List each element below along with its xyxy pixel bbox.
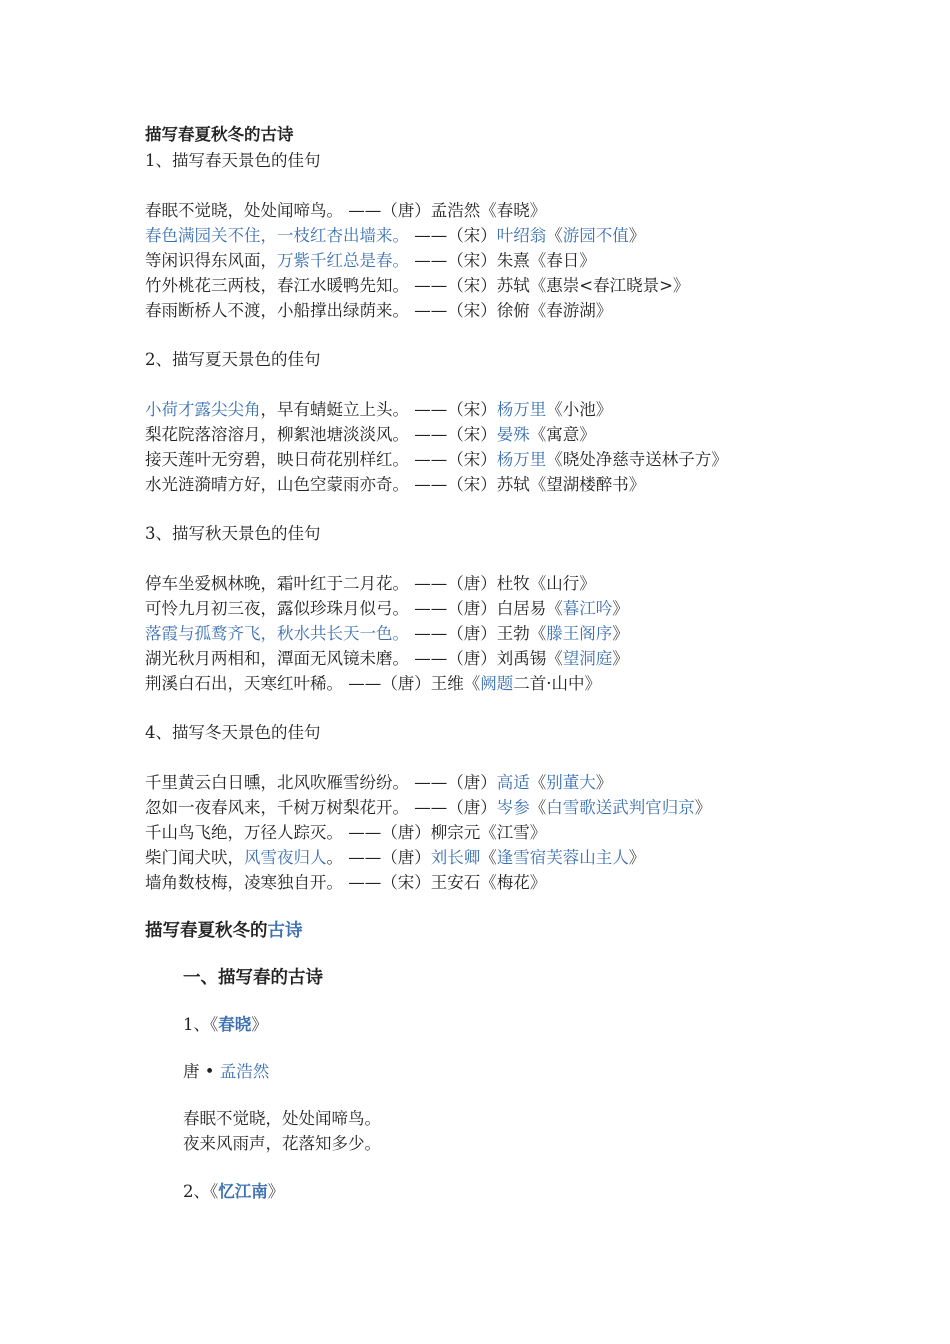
- line-text: 。 ——（唐）: [326, 848, 431, 867]
- hyperlink-text[interactable]: 杨万里: [496, 450, 547, 469]
- line-text: 》: [612, 624, 629, 643]
- poem2-title-link[interactable]: 忆江南: [218, 1182, 268, 1201]
- hyperlink-text[interactable]: 阙题: [480, 674, 514, 693]
- part2-title-text: 描写春夏秋冬的: [145, 921, 268, 941]
- verse-line: [145, 648, 629, 670]
- poem1-dynasty: 唐 •: [183, 1062, 220, 1081]
- section-heading: 1、描写春天景色的佳句: [145, 151, 321, 170]
- line-text: 可怜九月初三夜，露似珍珠月似弓。 ——（唐）白居易《: [145, 599, 563, 618]
- verse-line: [145, 598, 629, 620]
- line-text: 春雨断桥人不渡，小船撑出绿荫来。 ——（宋）徐俯《春游湖》: [145, 301, 613, 320]
- part2-title: [145, 920, 303, 942]
- line-text: 》: [628, 848, 646, 867]
- hyperlink-text[interactable]: 春色满园关不住，一枝红杏出墙来。: [145, 226, 409, 245]
- line-text: ——（唐）王勃《: [409, 624, 547, 643]
- line-text: 》: [628, 226, 646, 245]
- poem1-line: 夜来风雨声，花落知多少。: [183, 1134, 381, 1153]
- line-text: 《: [480, 848, 497, 867]
- hyperlink-text[interactable]: 滕王阁序: [546, 624, 613, 643]
- line-text: 竹外桃花三两枝，春江水暖鸭先知。 ——（宋）苏轼《惠崇<春江晓景>》: [145, 276, 690, 295]
- line-text: 》: [694, 798, 712, 817]
- line-text: 《: [546, 226, 563, 245]
- hyperlink-text[interactable]: 晏殊: [496, 425, 530, 444]
- line-text: 《晓处净慈寺送林子方》: [546, 450, 728, 469]
- line-text: ，早有蜻蜓立上头。 ——（宋）: [260, 400, 497, 419]
- verse-line: [145, 797, 711, 819]
- poem2-number: 2、《: [183, 1182, 219, 1201]
- verse-line: [145, 847, 645, 869]
- poem1-close: 》: [251, 1015, 268, 1034]
- verse-line: [145, 424, 596, 446]
- verse-line: [145, 673, 601, 695]
- hyperlink-text[interactable]: 高适: [496, 773, 530, 792]
- section-heading: 2、描写夏天景色的佳句: [145, 350, 321, 369]
- poem2-heading: [183, 1181, 284, 1203]
- verse-line: [145, 449, 728, 471]
- hyperlink-text[interactable]: 望洞庭: [562, 649, 613, 668]
- verse-line: [145, 225, 645, 247]
- hyperlink-text[interactable]: 岑参: [496, 798, 530, 817]
- verse-line: [145, 250, 596, 272]
- section-heading: 3、描写秋天景色的佳句: [145, 524, 321, 543]
- line-text: 千里黄云白日曛，北风吹雁雪纷纷。 ——（唐）: [145, 773, 497, 792]
- hyperlink-text[interactable]: 别董大: [546, 773, 596, 792]
- line-text: 梨花院落溶溶月，柳絮池塘淡淡风。 ——（宋）: [145, 425, 497, 444]
- verse-line: [145, 623, 629, 645]
- line-text: ——（宋）朱熹《春日》: [409, 251, 596, 270]
- line-text: ——（宋）: [409, 226, 497, 245]
- line-text: 忽如一夜春风来，千树万树梨花开。 ——（唐）: [145, 798, 497, 817]
- hyperlink-text[interactable]: 落霞与孤鹜齐飞，秋水共长天一色。: [145, 624, 409, 643]
- verse-line: [145, 300, 612, 322]
- line-text: 《: [529, 798, 547, 817]
- poem1-author-link[interactable]: 孟浩然: [219, 1062, 270, 1081]
- part2-subheading: 一、描写春的古诗: [183, 968, 323, 988]
- poem1-byline: [183, 1061, 269, 1083]
- poem2-close: 》: [267, 1182, 285, 1201]
- verse-line: [145, 474, 645, 496]
- hyperlink-text[interactable]: 万紫千红总是春。: [277, 251, 409, 270]
- doc-title: 描写春夏秋冬的古诗: [145, 125, 294, 144]
- line-text: 千山鸟飞绝，万径人踪灭。 ——（唐）柳宗元《江雪》: [145, 823, 547, 842]
- hyperlink-text[interactable]: 暮江吟: [562, 599, 613, 618]
- line-text: 柴门闻犬吠，: [145, 848, 244, 867]
- section-heading: 4、描写冬天景色的佳句: [145, 723, 321, 742]
- line-text: 等闲识得东风面，: [145, 251, 277, 270]
- line-text: 《小池》: [546, 400, 613, 419]
- hyperlink-text[interactable]: 逢雪宿芙蓉山主人: [496, 848, 629, 867]
- hyperlink-text[interactable]: 游园不值: [562, 226, 629, 245]
- part2-title-link[interactable]: 古诗: [267, 921, 303, 941]
- verse-line: [145, 772, 612, 794]
- hyperlink-text[interactable]: 叶绍翁: [496, 226, 547, 245]
- line-text: 《寓意》: [529, 425, 596, 444]
- verse-line: [145, 200, 546, 222]
- line-text: 荆溪白石出，天寒红叶稀。 ——（唐）王维《: [145, 674, 481, 693]
- line-text: 二首·山中》: [513, 674, 601, 693]
- hyperlink-text[interactable]: 刘长卿: [430, 848, 481, 867]
- verse-line: [145, 275, 689, 297]
- hyperlink-text[interactable]: 风雪夜归人: [244, 848, 327, 867]
- poem1-heading: [183, 1014, 268, 1036]
- hyperlink-text[interactable]: 小荷才露尖尖角: [145, 400, 261, 419]
- line-text: 湖光秋月两相和，潭面无风镜未磨。 ——（唐）刘禹锡《: [145, 649, 563, 668]
- poem1-number: 1、《: [183, 1015, 219, 1034]
- line-text: 墙角数枝梅，凌寒独自开。 ——（宋）王安石《梅花》: [145, 873, 547, 892]
- line-text: 接天莲叶无穷碧，映日荷花别样红。 ——（宋）: [145, 450, 497, 469]
- line-text: 水光涟漪晴方好，山色空蒙雨亦奇。 ——（宋）苏轼《望湖楼醉书》: [145, 475, 646, 494]
- poem1-line: 春眠不觉晓，处处闻啼鸟。: [183, 1109, 381, 1128]
- line-text: 》: [595, 773, 613, 792]
- poem1-title-link[interactable]: 春晓: [218, 1015, 252, 1034]
- verse-line: [145, 399, 612, 421]
- line-text: 停车坐爱枫林晚，霜叶红于二月花。 ——（唐）杜牧《山行》: [145, 574, 596, 593]
- hyperlink-text[interactable]: 白雪歌送武判官归京: [546, 798, 695, 817]
- line-text: 》: [612, 649, 629, 668]
- verse-line: [145, 573, 596, 595]
- verse-line: [145, 872, 546, 894]
- verse-line: [145, 822, 546, 844]
- line-text: 《: [529, 773, 547, 792]
- hyperlink-text[interactable]: 杨万里: [496, 400, 547, 419]
- line-text: 春眠不觉晓，处处闻啼鸟。 ——（唐）孟浩然《春晓》: [145, 201, 547, 220]
- line-text: 》: [612, 599, 629, 618]
